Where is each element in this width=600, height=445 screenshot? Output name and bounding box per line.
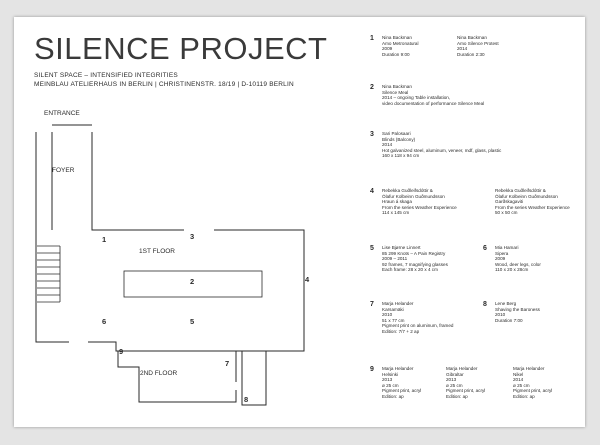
artwork-description: video documentation of performance Silence Meal: [382, 100, 485, 106]
subtitle: SILENT SPACE – INTENSIFIED INTEGRITIES: [34, 72, 178, 79]
artwork-dimensions: 114 x 145 cm: [382, 210, 410, 215]
artwork-year: 2013: [382, 377, 393, 382]
marker-9: 9: [119, 347, 124, 356]
artwork-year: 2010: [495, 312, 506, 317]
artwork-series: From the series Weather Experience: [382, 204, 457, 210]
artwork-duration: Duration 7:00: [495, 317, 523, 323]
entry-column: [382, 301, 454, 334]
artist-name: Ólafur Kolbeinn Guðmundsson: [495, 193, 558, 199]
artwork-edition: Edition: ap: [382, 393, 404, 399]
entry-number: 8: [483, 301, 487, 308]
entry-column: [457, 35, 499, 57]
artist-name: Marja Helander: [382, 366, 414, 371]
entry-column: [513, 366, 552, 399]
artwork-duration: Duration 9:00: [382, 51, 410, 57]
entry-number: 9: [370, 366, 374, 373]
artist-name: Rebekka Guðleifsdóttir &: [382, 188, 433, 193]
artwork-dimensions: 51 x 77 cm: [382, 317, 405, 323]
first-floor-label: 1ST FLOOR: [139, 248, 176, 255]
marker-6: 6: [102, 317, 107, 326]
artwork-year: 2009: [382, 46, 393, 51]
artwork-dimensions: ø 25 cm: [446, 382, 463, 388]
artwork-materials: Pigment print, acryl: [513, 388, 553, 393]
artist-name: Lene Berg: [495, 301, 517, 306]
entry-column: [382, 35, 419, 57]
artwork-series: From the series Weather Experience: [495, 204, 570, 210]
artwork-title: Silence Meal: [382, 89, 409, 95]
artist-name: Marja Helander: [382, 301, 414, 306]
artist-name: Rebekka Guðleifsdóttir &: [495, 188, 546, 193]
artwork-year: 2009: [495, 256, 506, 261]
artwork-dimensions: ø 25 cm: [513, 382, 530, 388]
page-title: SILENCE PROJECT: [34, 31, 328, 66]
artwork-dimensions: 160 x 118 x 94 cm: [382, 153, 420, 158]
foyer-label: FOYER: [52, 167, 75, 174]
artwork-title: Hraun á skaga: [382, 199, 412, 204]
artist-name: Nina Backman: [457, 35, 487, 40]
stairs: [37, 246, 60, 302]
entry-column: [382, 366, 421, 399]
artist-name: Ólafur Kolbeinn Guðmundsson: [382, 193, 445, 199]
entry-number: 4: [370, 188, 374, 195]
floor-plan-walls: [36, 125, 304, 405]
artwork-dimensions: 110 x 20 x 28cm: [495, 267, 529, 272]
artwork-title: Nikel: [513, 371, 524, 377]
artwork-title: Amo Silence Protest: [457, 40, 499, 46]
artwork-dimensions: 50 x 50 cm: [495, 210, 518, 215]
artist-name: Nina Backman: [382, 35, 412, 40]
artist-name: Marja Helander: [446, 366, 478, 371]
artwork-title: Karsamäki: [382, 306, 404, 312]
artwork-edition: Edition: 7/7 + 2 ap: [382, 328, 420, 334]
marker-1: 1: [102, 235, 107, 244]
entrance-label: ENTRANCE: [44, 110, 80, 117]
artwork-edition: Edition: ap: [513, 393, 535, 399]
artwork-year: 2014: [382, 142, 393, 147]
artwork-materials: Hot galvanized steel, aluminum, veneer, mdf, glass, plastic: [382, 147, 502, 153]
marker-3: 3: [190, 232, 195, 241]
entry-column: [382, 131, 501, 159]
artwork-year: 2013: [446, 377, 457, 382]
artwork-dimensions: Each frame: 28 x 20 x 4 cm: [382, 267, 438, 272]
artwork-title: Blinds (Balcony): [382, 136, 416, 142]
second-floor-label: 2ND FLOOR: [140, 370, 178, 377]
artwork-title: Sipera: [495, 250, 509, 256]
artwork-title: 85 299 Knots – A Pain Registry: [382, 250, 446, 256]
marker-7: 7: [225, 359, 230, 368]
artwork-year: 2014: [457, 46, 468, 51]
artist-name: Mia Hamari: [495, 245, 519, 250]
entry-column: [495, 301, 540, 323]
entry-number: 3: [370, 131, 374, 138]
marker-8: 8: [244, 395, 249, 404]
venue-address: MEINBLAU ATELIERHAUS IN BERLIN | CHRISTINENSTR. 18/19 | D-10119 BERLIN: [34, 81, 294, 88]
artwork-title: Gibraltar: [446, 371, 464, 377]
marker-5: 5: [190, 317, 195, 326]
entry-number: 7: [370, 301, 374, 308]
entry-column: [382, 84, 484, 106]
artist-name: Nina Backman: [382, 84, 412, 89]
entry-number: 6: [483, 245, 487, 252]
entry-column: [382, 245, 448, 273]
artwork-title: Garðskagaviti: [495, 199, 524, 204]
marker-2: 2: [190, 277, 195, 286]
floor-plan: [14, 17, 354, 427]
entry-column: [382, 188, 457, 216]
artwork-year: 2009 – 2011: [382, 256, 408, 261]
artist-name: Lise Bjørne Linnert: [382, 245, 421, 250]
entry-number: 5: [370, 245, 374, 252]
artwork-year: 2014 – ongoing Table installation,: [382, 95, 451, 100]
entry-number: 2: [370, 84, 374, 91]
entry-number: 1: [370, 35, 374, 42]
artwork-title: Amo Metronatural: [382, 40, 419, 46]
entry-column: [495, 188, 570, 216]
artwork-materials: Wood, deer legs, color: [495, 261, 541, 267]
artwork-materials: Pigment print, acryl: [382, 388, 422, 393]
entry-column: [495, 245, 541, 273]
artwork-duration: Duration 2:30: [457, 51, 485, 57]
artwork-title: Shaving the Baroness: [495, 306, 540, 312]
artwork-materials: Pigment print on aluminum, framed: [382, 323, 454, 328]
artwork-title: Helsinki: [382, 371, 399, 377]
artist-name: Marja Helander: [513, 366, 545, 371]
artwork-edition: Edition: ap: [446, 393, 468, 399]
artwork-year: 2014: [513, 377, 524, 382]
artwork-year: 2010: [382, 312, 393, 317]
marker-4: 4: [305, 275, 310, 284]
artwork-materials: Pigment print, acryl: [446, 388, 486, 393]
flyer-sheet: [14, 17, 585, 427]
artist-name: Sari Palosaari: [382, 131, 411, 136]
artwork-dimensions: ø 25 cm: [382, 382, 399, 388]
entry-column: [446, 366, 485, 399]
artwork-materials: 92 frames, 7 magnifying glasses: [382, 261, 448, 267]
